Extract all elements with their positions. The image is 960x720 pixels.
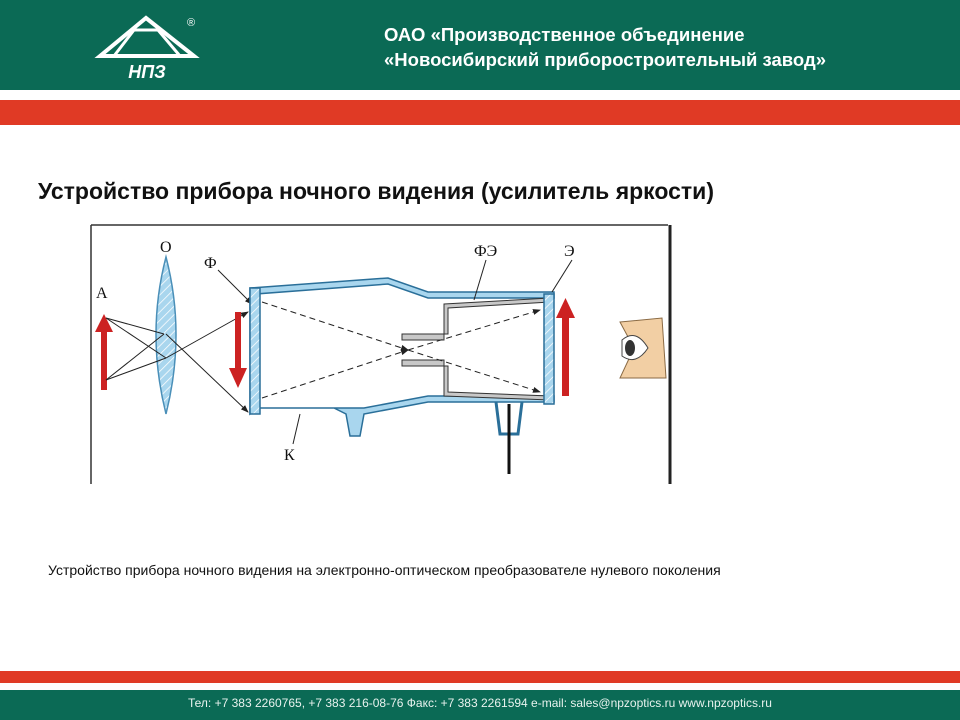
label-housing: К — [284, 447, 295, 464]
electron-path — [408, 350, 540, 392]
footer-contacts: Тел: +7 383 2260765, +7 383 216-08-76 Факс: +7 383 2261594 e-mail: sales@npzoptics.ru www.npzoptics.ru — [188, 696, 772, 710]
electron-path — [408, 310, 540, 350]
header-bar — [0, 0, 960, 90]
label-lens: О — [160, 239, 172, 256]
diagram-caption: Устройство прибора ночного видения на электронно-оптическом преобразователе нулевого поколения — [48, 562, 721, 578]
focusing-electrode-bottom — [402, 360, 550, 400]
leader-line — [552, 260, 572, 292]
night-vision-diagram — [88, 222, 674, 486]
label-photocathode: Ф — [204, 255, 217, 272]
phosphor-screen — [544, 294, 554, 404]
electron-path — [262, 350, 408, 398]
company-name — [384, 22, 826, 72]
npz-logo-icon — [92, 12, 202, 82]
label-screen: Э — [564, 243, 575, 260]
ray — [218, 270, 252, 304]
registered-mark: ® — [187, 17, 196, 29]
slide-title: Устройство прибора ночного видения (усилитель яркости) — [38, 178, 714, 204]
ray — [106, 358, 166, 380]
logo-text: НПЗ — [128, 62, 166, 82]
top-red-stripe — [0, 100, 960, 125]
image-arrow — [229, 312, 247, 388]
ray — [106, 318, 164, 334]
label-focusing-electrode: ФЭ — [474, 243, 498, 260]
footer-bar — [0, 690, 960, 720]
electron-path — [262, 302, 408, 350]
bottom-red-stripe — [0, 671, 960, 683]
leader-line — [293, 414, 300, 444]
objective-lens — [156, 257, 176, 414]
company-line-1: ОАО «Производственное объединение — [384, 24, 745, 45]
focusing-electrode-top — [402, 298, 550, 340]
photocathode — [250, 288, 260, 414]
label-object: А — [96, 285, 108, 302]
output-arrow — [556, 298, 575, 396]
ray — [106, 334, 164, 380]
company-line-2: «Новосибирский приборостроительный завод» — [384, 49, 827, 70]
eye-icon — [620, 318, 666, 378]
